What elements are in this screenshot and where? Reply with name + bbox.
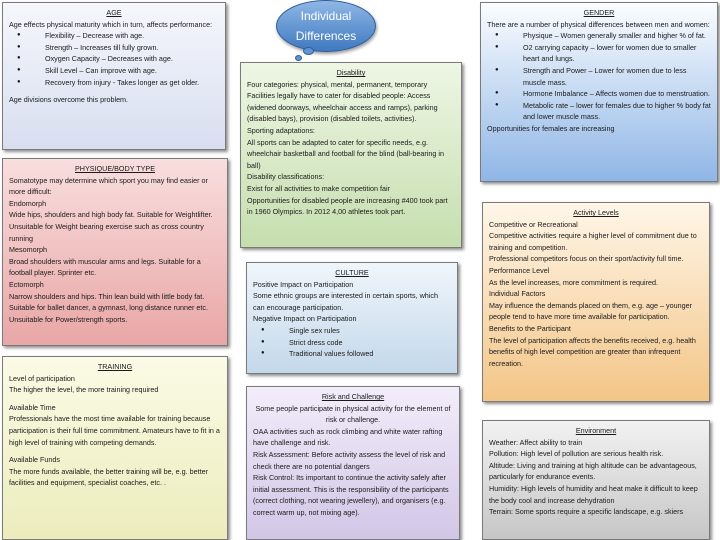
- disability-line: All sports can be adapted to cater for specific needs, e.g. wheelchair basketball and football for the blind (ball-bearing in ball): [247, 137, 444, 170]
- age-item: ● Skill Level – Can improve with age.: [29, 65, 219, 77]
- disability-line: Disability classifications:: [247, 172, 325, 182]
- risk-line: OAA activities such as rock climbing and white water rafting have challenge and risk.: [253, 426, 443, 448]
- culture-negative-title: Negative Impact on Participation: [253, 314, 357, 324]
- age-footer: Age divisions overcome this problem.: [9, 95, 129, 105]
- disability-box: [240, 62, 462, 248]
- gender-item: ● Strength and Power – Lower for women due to less muscle mass.: [507, 65, 711, 88]
- environment-line: Humidity: High levels of humidity and heat make it difficult to keep the body cool and increase dehydration: [489, 483, 698, 505]
- risk-box: [246, 386, 460, 540]
- culture-item: ● Strict dress code: [273, 337, 451, 349]
- disability-line: Opportunities for disabled people are increasing #400 took part in 1960 Olympics. In 2012 4,00 athletes took part.: [247, 195, 448, 217]
- activity-line: Competitive activities require a higher level of commitment due to training and competition.: [489, 231, 697, 252]
- training-time-title: Available Time: [9, 402, 56, 412]
- training-level-title: Level of participation: [9, 373, 75, 383]
- disability-heading: Disability: [336, 68, 366, 77]
- risk-line: Risk Control: Its important to continue the activity safely after initial assessment. This is the responsibility of the participants (correct clothing, not wearing jewellery), and organisers (e.g. correct warm up, not mixing age).: [253, 473, 449, 517]
- gender-item: ● Metabolic rate – lower for females due to higher % body fat and lower muscle mass.: [507, 100, 711, 123]
- risk-heading: Risk and Challenge: [321, 392, 385, 401]
- gender-item: ● Physique – Women generally smaller and higher % of fat.: [507, 30, 711, 42]
- training-level-text: The higher the level, the more training required: [9, 385, 159, 395]
- risk-intro: Some people participate in physical activity for the element of risk or challenge.: [255, 403, 451, 425]
- bubble-tail-small: [295, 55, 302, 61]
- gender-intro: There are a number of physical differences between men and women:: [487, 19, 710, 29]
- culture-heading: CULTURE: [335, 268, 369, 277]
- title-line-1: Individual: [300, 9, 352, 23]
- physique-line: Endomorph: [9, 198, 47, 208]
- age-box: [2, 2, 226, 150]
- activity-heading: Activity Levels: [573, 208, 619, 217]
- activity-line: As the level increases, more commitment is required.: [489, 277, 658, 287]
- age-item: ● Strength – Increases till fully grown.: [29, 42, 219, 54]
- physique-line: Somatotype may determine which sport you may find easier or more difficult:: [9, 175, 208, 197]
- environment-heading: Environment: [575, 426, 617, 435]
- physique-line: Ectomorph: [9, 279, 44, 289]
- gender-box: [480, 2, 718, 182]
- age-heading: AGE: [106, 8, 122, 17]
- activity-line: The level of participation affects the benefits received, e.g. health benefits of high level competition are greater than infrequent recreation.: [489, 335, 696, 368]
- environment-line: Altitude: Living and training at high altitude can be advantageous, particularly for endurance events.: [489, 460, 697, 482]
- physique-line: Broad shoulders with muscular arms and legs. Suitable for a football player. Sprinter etc.: [9, 256, 201, 278]
- gender-footer: Opportunities for females are increasing: [487, 123, 615, 133]
- physique-box: [2, 158, 228, 346]
- activity-line: May influence the demands placed on them, e.g. age – younger people tend to have more time available for participation.: [489, 300, 692, 322]
- age-item: ● Recovery from injury - Takes longer as get older.: [29, 77, 219, 89]
- culture-positive-text: Some ethnic groups are interested in certain sports, which can encourage participation.: [253, 291, 438, 312]
- bubble-tail-large: [303, 47, 314, 55]
- gender-list: [487, 30, 711, 123]
- culture-item: ● Single sex rules: [273, 325, 451, 337]
- environment-box: [482, 420, 710, 540]
- environment-line: Terrain: Some sports require a specific landscape, e.g. skiers: [489, 507, 684, 517]
- gender-heading: GENDER: [583, 8, 615, 17]
- culture-item: ● Traditional values followed: [273, 348, 451, 360]
- training-heading: TRAINING: [97, 362, 133, 371]
- culture-box: [246, 262, 458, 374]
- environment-line: Weather: Affect ability to train: [489, 437, 583, 447]
- physique-line: Wide hips, shoulders and high body fat. Suitable for Weightlifter. Unsuitable for Weight bearing exercise such as cross country running: [9, 210, 213, 243]
- age-item: ● Oxygen Capacity – Decreases with age.: [29, 53, 219, 65]
- culture-list: [253, 325, 451, 360]
- disability-line: Four categories: physical, mental, permanent, temporary: [247, 79, 428, 89]
- activity-line: Individual Factors: [489, 289, 546, 299]
- gender-item: ● O2 carrying capacity – lower for women due to smaller heart and lungs.: [507, 42, 711, 65]
- training-funds-title: Available Funds: [9, 455, 61, 465]
- disability-line: Exist for all activities to make competition fair: [247, 183, 391, 193]
- activity-line: Competitive or Recreational: [489, 219, 578, 229]
- activity-line: Professional competitors focus on their sport/activity full time.: [489, 254, 684, 264]
- activity-line: Performance Level: [489, 265, 550, 275]
- risk-line: Risk Assessment: Before activity assess the level of risk and check there are no potential dangers: [253, 449, 446, 471]
- gender-item: ● Hormone Imbalance – Affects women due to menstruation.: [507, 88, 711, 100]
- training-box: [2, 356, 228, 540]
- age-item: ● Flexibility – Decrease with age.: [29, 30, 219, 42]
- age-list: [9, 30, 219, 88]
- title-bubble: [276, 0, 376, 52]
- age-intro: Age effects physical maturity which in turn, affects performance:: [9, 19, 213, 29]
- disability-line: Facilities legally have to cater for disabled people: Access (widened doorways, wheelchair access and ramps), parking (disabled bays), provision (disabled toilets, activities).: [247, 91, 438, 124]
- title-line-2: Differences: [295, 29, 357, 43]
- training-funds-text: The more funds available, the better training will be, e.g. better facilities and equipment, specialist coaches, etc. .: [9, 466, 208, 488]
- physique-heading: PHYSIQUE/BODY TYPE: [74, 164, 156, 173]
- disability-line: Sporting adaptations:: [247, 125, 315, 135]
- physique-line: Narrow shoulders and hips. Thin lean build with little body fat. Suitable for ballet dancer, a gymnast, long distance runner etc. Unsuitable for Power/strength sports.: [9, 291, 208, 324]
- culture-positive-title: Positive Impact on Participation: [253, 279, 354, 289]
- environment-line: Pollution: High level of pollution are serious health risk.: [489, 449, 664, 459]
- activity-box: [482, 202, 710, 402]
- training-time-text: Professionals have the most time available for training because participation is their full time commitment. Amateurs have to fit in a high level of training with competing demands.: [9, 414, 220, 447]
- physique-line: Mesomorph: [9, 245, 47, 255]
- activity-line: Benefits to the Participant: [489, 323, 571, 333]
